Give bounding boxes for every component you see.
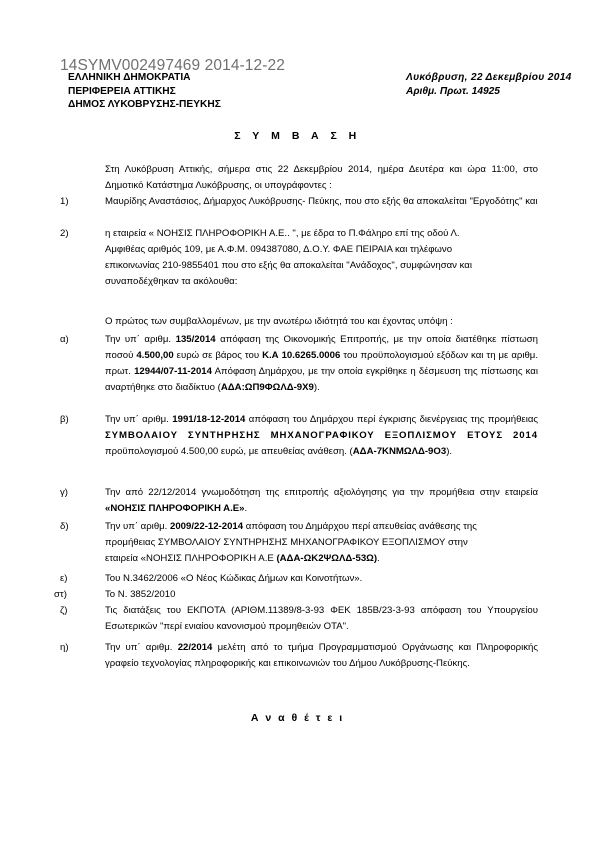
preamble — [105, 314, 538, 330]
party-2-label: 2) — [60, 228, 69, 239]
issuer-header — [68, 71, 221, 112]
item-h — [105, 640, 538, 672]
item-d-text: απόφαση του Δημάρχου περί απευθείας ανάθεσης της — [243, 521, 477, 532]
item-b — [105, 412, 538, 460]
item-h-label: η) — [60, 642, 69, 653]
item-d-text: εταιρεία «ΝΟΗΣΙΣ ΠΛΗΡΟΦΟΡΙΚΗ Α.Ε — [105, 552, 277, 564]
item-z-label: ζ) — [60, 605, 68, 616]
item-a-text: απόφαση της Οικονομικής Επιτροπής, με την οποία διατέθηκε πίστωση ποσού — [105, 334, 538, 361]
date-protocol-header — [406, 71, 572, 98]
party-2-line: συναποδέχθηκαν τα ακόλουθα: — [105, 275, 238, 287]
party-2-line: επικοινωνίας 210-9855401 που στο εξής θα αποκαλείται "Ανάδοχος", συμφώνησαν και — [105, 259, 472, 271]
protocol-reference: 12944/07-11-2014 — [134, 365, 212, 377]
item-e — [105, 571, 538, 587]
item-c-text: . — [244, 502, 248, 514]
issuer-municipality: ΔΗΜΟΣ ΛΥΚΟΒΡΥΣΗΣ-ΠΕΥΚΗΣ — [68, 99, 221, 110]
item-e-text: Του Ν.3462/2006 «Ο Νέος Κώδικας Δήμων και Κοινοτήτων». — [105, 573, 363, 584]
document-stamp: 14SYMV002497469 2014-12-22 — [60, 57, 285, 74]
item-c-label: γ) — [60, 487, 68, 498]
item-d-text: . — [377, 552, 380, 564]
decision-number: 2009/22-12-2014 — [170, 521, 244, 532]
item-b-text: απόφαση του Δημάρχου περί έγκρισης διενέργειας της προμήθειας — [245, 414, 539, 425]
item-a-text: Την υπ΄ αριθμ. — [105, 334, 176, 345]
item-b-label: β) — [60, 414, 69, 425]
party-1-text: Μαυρίδης Αναστάσιος, Δήμαρχος Λυκόβρυσης- Πεύκης, που στο εξής θα αποκαλείται "Εργοδότης" και — [105, 196, 538, 207]
item-e-label: ε) — [60, 573, 68, 584]
item-h-text: μελέτη από το τμήμα Προγραμματισμού Οργάνωσης και Πληροφορικής γραφείο τεχνολογίας πληροφορικής και επικοινωνιών του Δήμου Λυκόβρυσης-Πεύκης. — [105, 642, 538, 669]
issuer-region: ΠΕΡΙΦΕΡΕΙΑ ΑΤΤΙΚΗΣ — [68, 85, 176, 97]
item-st-text: Το Ν. 3852/2010 — [105, 589, 176, 600]
item-d-text: Την υπ΄ αριθμ. — [105, 521, 171, 532]
item-d — [105, 519, 538, 567]
document-title: Σ Υ Μ Β Α Σ Η — [234, 130, 361, 142]
budget-code: Κ.Α 10.6265.0006 — [262, 349, 341, 361]
contractor-name: «ΝΟΗΣΙΣ ΠΛΗΡΟΦΟΡΙΚΗ Α.Ε» — [105, 502, 245, 514]
item-a-text: ). — [313, 381, 320, 393]
intro-paragraph — [105, 162, 538, 194]
item-c-text: Την από 22/12/2014 γνωμοδότηση της επιτροπής αξιολόγησης για την προμήθεια στην εταιρεία — [105, 487, 538, 498]
item-a-text: Απόφαση Δημάρχου, με την οποία εγκρίθηκε η δέσμευση της πίστωσης και αναρτήθηκε στο διαδίκτυο ( — [105, 365, 538, 393]
item-a — [105, 332, 538, 396]
intro-text: Στη Λυκόβρυση Αττικής, σήμερα στις 22 Δεκεμβρίου 2014, ημέρα Δευτέρα και ώρα 11:00, στο Δημοτικό Κατάστημα Λυκόβρυσης, οι υπογράφοντες : — [105, 164, 538, 191]
amount: 4.500,00 — [136, 349, 174, 361]
party-2 — [105, 226, 538, 290]
item-h-text: Την υπ΄ αριθμ. — [105, 642, 178, 653]
preamble-text: Ο πρώτος των συμβαλλομένων, με την ανωτέρω ιδιότητά του και έχοντας υπόψη : — [105, 316, 453, 327]
item-st-label: στ) — [54, 589, 67, 600]
item-z — [105, 603, 538, 635]
item-b-text: Την υπ΄ αριθμ. — [105, 414, 173, 425]
decision-number: 135/2014 — [175, 334, 216, 345]
assignment-heading: Α ν α θ έ τ ε ι — [250, 712, 345, 724]
document-date: Λυκόβρυση, 22 Δεκεμβρίου 2014 — [406, 72, 572, 83]
item-a-label: α) — [60, 334, 69, 345]
item-st — [105, 587, 538, 603]
party-2-line: η εταιρεία « ΝΟΗΣΙΣ ΠΛΗΡΟΦΟΡΙΚΗ Α.Ε.. ", με έδρα το Π.Φάληρο επί της οδού Λ. — [105, 228, 460, 239]
item-d-label: δ) — [60, 521, 69, 532]
ada-code: ΑΔΑ-7ΚΝΜΩΛΔ-9Ο3 — [352, 445, 447, 457]
issuer-country: ΕΛΛΗΝΙΚΗ ΔΗΜΟΚΡΑΤΙΑ — [68, 72, 191, 83]
item-d-text: προμήθειας ΣΥΜΒΟΛΑΙΟΥ ΣΥΝΤΗΡΗΣΗΣ ΜΗΧΑΝΟΓΡΑΦΙΚΟΥ ΕΞΟΠΛΙΣΜΟΥ στην — [105, 536, 468, 548]
item-c — [105, 485, 538, 517]
protocol-number: Αριθμ. Πρωτ. 14925 — [406, 85, 500, 97]
decision-number: 1991/18-12-2014 — [172, 414, 246, 425]
party-2-line: Αμφιθέας αριθμός 109, με Α.Φ.Μ. 094387080, Δ.Ο.Υ. ΦΑΕ ΠΕΙΡΑΙΑ και τηλέφωνο — [105, 243, 453, 255]
ada-code: ΑΔΑ:ΩΠ9ΦΩΛΔ-9Χ9 — [220, 381, 314, 393]
party-1 — [105, 194, 538, 210]
item-z-text: Τις διατάξεις του ΕΚΠΟΤΑ (ΑΡΙΘΜ.11389/8-3-93 ΦΕΚ 185Β/23-3-93 απόφαση του Υπουργείου Εσωτερικών "περί ενιαίου κανονισμού προμηθειών ΟΤΑ". — [105, 605, 538, 632]
ada-code: (ΑΔΑ-ΩΚ2ΨΩΛΔ-53Ω) — [276, 552, 378, 564]
item-a-text: του προϋπολογισμού εξόδων και τη με αριθμ. πρωτ. — [105, 349, 538, 377]
study-number: 22/2014 — [177, 642, 213, 653]
item-b-text: προϋπολογισμού 4.500,00 ευρώ, με απευθείας ανάθεση. ( — [105, 445, 353, 457]
procurement-subject: ΣΥΜΒΟΛΑΙΟΥ ΣΥΝΤΗΡΗΣΗΣ ΜΗΧΑΝΟΓΡΑΦΙΚΟΥ ΕΞΟΠΛΙΣΜΟΥ ΕΤΟΥΣ 2014 — [105, 429, 538, 441]
item-a-text: ευρώ σε βάρος του — [173, 349, 263, 361]
item-b-text: ). — [446, 445, 453, 457]
party-1-label: 1) — [60, 196, 69, 207]
